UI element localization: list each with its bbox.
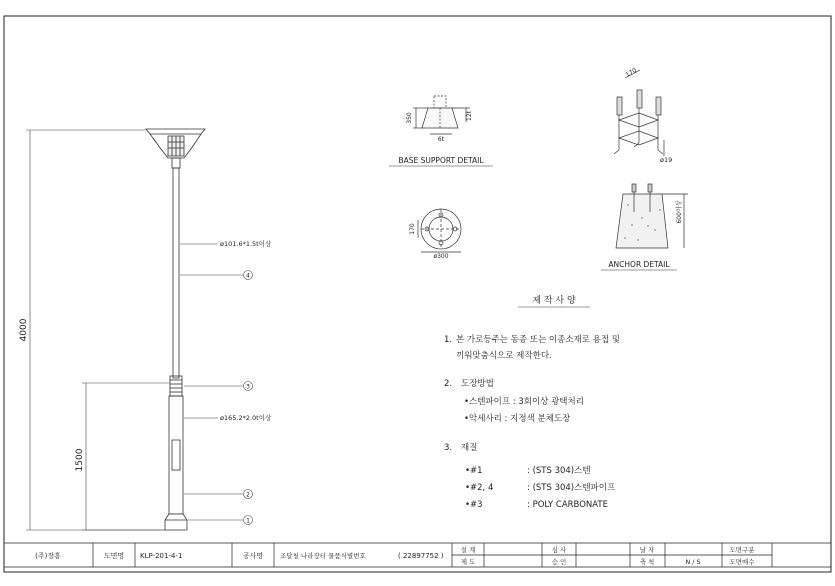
scale-label: 축 척	[639, 558, 655, 566]
company-name: (주)장흥	[35, 552, 61, 560]
project-label: 공사명	[242, 552, 264, 560]
plate-ring-dim: 170	[409, 223, 416, 235]
material-1-spec: : (STS 304)스텐	[527, 466, 591, 476]
base-thick-bottom-dim: 6t	[437, 136, 445, 143]
material-3-part: •#3	[465, 500, 483, 510]
note-2-item2: •악세사리 : 지정색 분체도장	[464, 414, 571, 424]
scale-value: N / S	[685, 558, 701, 566]
base-height-dim: 350	[406, 112, 413, 124]
lamp-hood	[146, 129, 205, 134]
anchor-depth-dim: 600이상	[676, 200, 683, 224]
total-height-label: 4000	[19, 318, 29, 342]
callout-2-label: 2	[246, 491, 250, 499]
sheet-type-label: 도면구분	[729, 546, 755, 554]
drawing-no-label: 도면명	[103, 552, 125, 560]
callout-4-label: 4	[246, 272, 250, 280]
note-2-item1: •스텐파이프 : 3회이상 광택처리	[464, 397, 584, 407]
note-2-title: 도장방법	[461, 379, 494, 389]
callout-1-label: 1	[246, 517, 250, 525]
access-door	[172, 440, 180, 470]
material-2-spec: : (STS 304)스텐파이프	[527, 483, 616, 493]
pole-elevation	[146, 129, 205, 530]
note-3-number: 3.	[444, 443, 453, 453]
approve-label: 승 인	[551, 558, 567, 566]
material-3-spec: : POLY CARBONATE	[527, 500, 608, 510]
pole-base	[165, 514, 187, 530]
material-2-part: •#2, 4	[465, 483, 494, 493]
anchor-cage	[614, 70, 664, 156]
note-1-line1: 본 가로등주는 동종 또는 이종소재로 용접 및	[456, 335, 621, 345]
anchor-top-dim: 170	[624, 66, 638, 79]
draft-label: 제 도	[460, 558, 476, 566]
base-thick-top-dim: 12t	[466, 111, 473, 121]
base-support-title: BASE SUPPORT DETAIL	[398, 156, 484, 165]
notes-heading: 제 작 사 양	[532, 296, 576, 306]
lamp-neck	[172, 158, 180, 168]
callout-3-label: 3	[246, 383, 250, 391]
note-3-title: 재질	[461, 443, 478, 453]
project-id: ( 22897752 )	[398, 552, 444, 560]
sheet-border	[4, 16, 831, 572]
anchor-detail-title: ANCHOR DETAIL	[608, 260, 670, 269]
base-plate-plan	[418, 209, 461, 252]
upper-pipe-spec: ø101.6*1.5t이상	[220, 240, 272, 248]
note-1-line2: 끼워맞춤식으로 제작한다.	[456, 351, 552, 361]
note-2-number: 2.	[444, 379, 453, 389]
design-label: 설 계	[460, 546, 476, 554]
project-name: 조달청 나라장터 물품식별번호	[280, 552, 366, 560]
lower-pipe-spec: ø165.2*2.0t이상	[220, 414, 272, 422]
anchor-rod-dim: ø19	[660, 156, 673, 164]
elevation-dimensions	[26, 130, 170, 530]
lower-height-label: 1500	[75, 448, 85, 472]
upper-pipe	[173, 168, 179, 378]
plate-diameter-dim: ø300	[433, 253, 449, 260]
note-1-number: 1.	[444, 335, 453, 345]
material-1-part: •#1	[465, 466, 483, 476]
base-support-detail	[413, 96, 470, 134]
spec-leaders	[180, 244, 218, 418]
lower-pipe	[169, 396, 183, 514]
part-callouts	[180, 271, 253, 525]
pole-joint	[170, 376, 182, 396]
date-label: 날 자	[639, 546, 655, 554]
drawing-no: KLP-201-4-1	[140, 552, 183, 560]
check-label: 심 사	[551, 546, 567, 554]
sheet-count-label: 도면매수	[729, 558, 755, 566]
